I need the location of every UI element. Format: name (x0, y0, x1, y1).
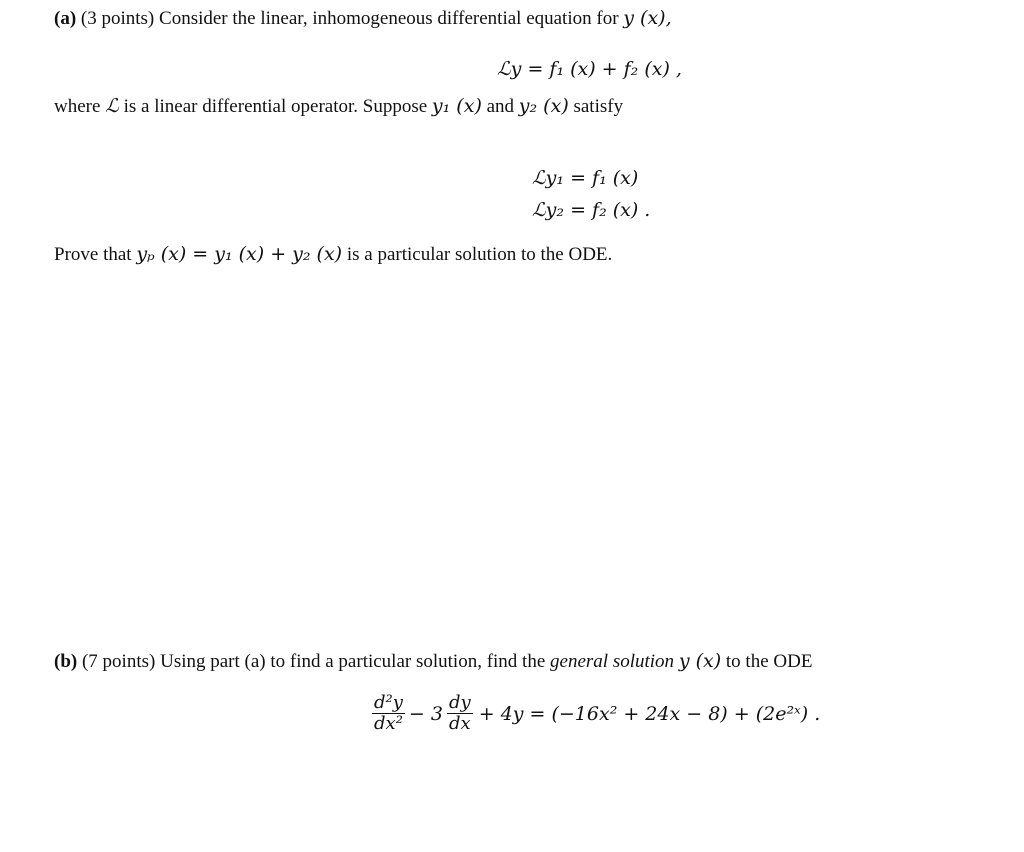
y2-of-x: y₂ (x) (518, 95, 569, 117)
part-a-intro: Consider the linear, inhomogeneous differential equation for (159, 8, 619, 29)
part-b-func: y (x) (678, 650, 722, 672)
part-a-where-line (54, 94, 623, 119)
part-b-points: (7 points) (81, 651, 156, 672)
part-a-func: y (x), (623, 7, 672, 29)
part-a-heading (54, 6, 672, 31)
ode-rhs: + 4y = (−16x² + 24x − 8) + (2e²ˣ) . (478, 702, 821, 725)
first-derivative-fraction (447, 693, 473, 734)
operator-symbol: ℒ (105, 95, 119, 117)
where-text-2: is a linear differential operator. Suppose (123, 96, 428, 117)
part-b-heading (54, 649, 812, 674)
frac2-numerator: dy (448, 692, 471, 713)
part-a-points: (3 points) (80, 8, 155, 29)
part-a-label: (a) (54, 8, 77, 29)
frac2-denominator: dx (448, 713, 471, 734)
minus-three: − 3 (408, 702, 443, 725)
frac1-numerator: d²y (374, 692, 403, 713)
system-equation-2: ℒy₂ = f₂ (x) . (532, 199, 651, 221)
frac1-denominator: dx² (374, 713, 403, 734)
part-a-equation: ℒy = f₁ (x) + f₂ (x) , (497, 58, 682, 80)
y1-of-x: y₁ (x) (431, 95, 482, 117)
part-b-intro: Using part (a) to find a particular solution, find the (160, 651, 546, 672)
part-b-ode (370, 693, 820, 734)
part-b-label: (b) (54, 651, 78, 672)
part-b-tail: to the ODE (725, 651, 813, 672)
prove-text: Prove that (54, 244, 132, 265)
particular-solution-equation: yₚ (x) = y₁ (x) + y₂ (x) (136, 243, 343, 265)
prove-text-2: is a particular solution to the ODE. (346, 244, 613, 265)
where-text: where (54, 96, 101, 117)
system-equation-1: ℒy₁ = f₁ (x) (532, 167, 639, 189)
second-derivative-fraction (372, 693, 405, 734)
and-text: and (486, 96, 515, 117)
prove-line (54, 242, 612, 267)
general-solution-emphasis: general solution (550, 651, 675, 672)
satisfy-text: satisfy (573, 96, 624, 117)
